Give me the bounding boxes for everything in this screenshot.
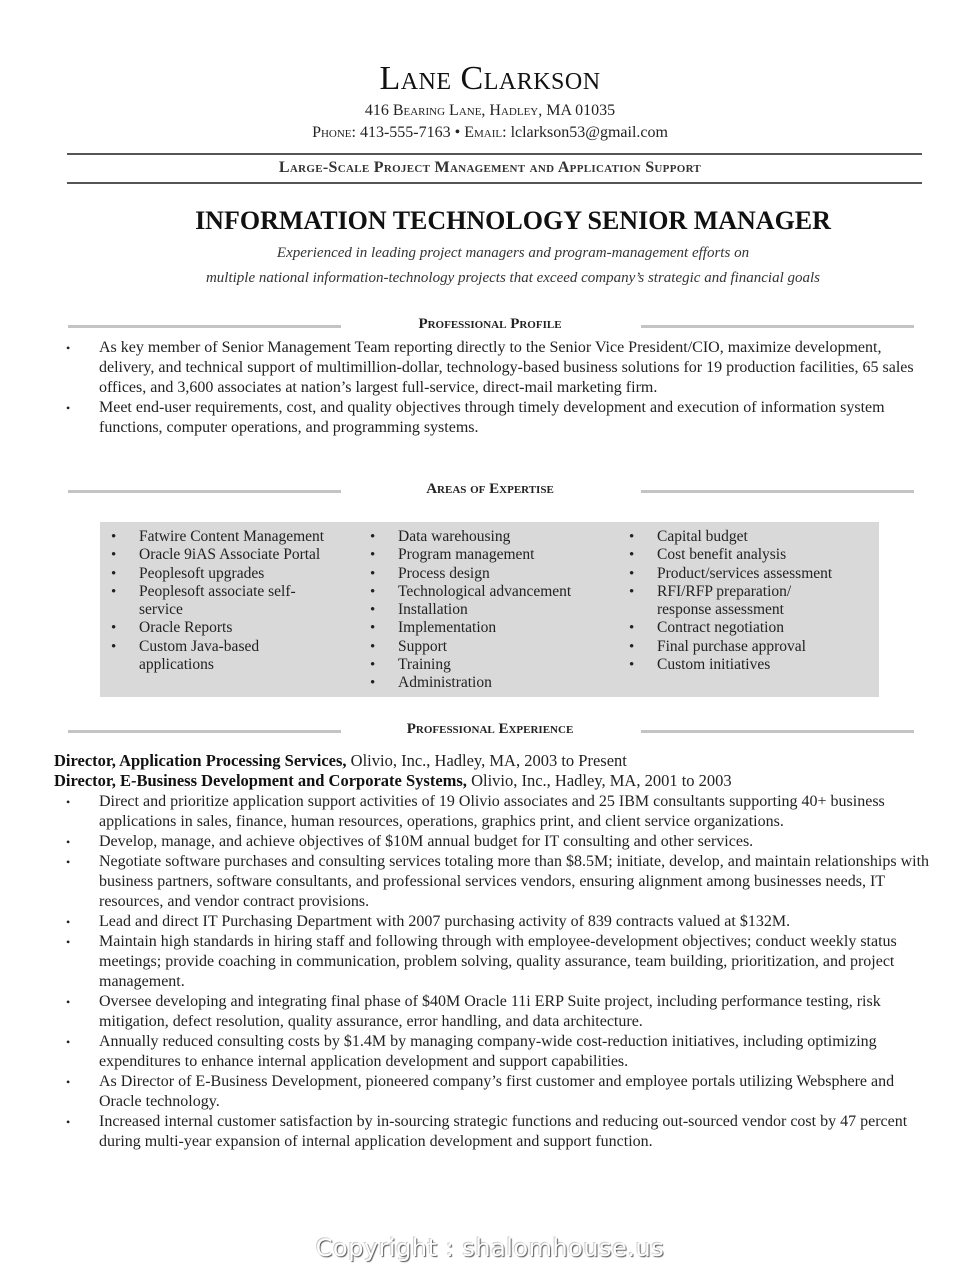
section-header-profile bbox=[0, 316, 980, 336]
job-title-heading: INFORMATION TECHNOLOGY SENIOR MANAGER bbox=[195, 206, 831, 235]
summary-line-2: multiple national information-technology projects that exceed company’s strategic and financial goals bbox=[205, 270, 821, 286]
list-item: • Data warehousing bbox=[370, 528, 615, 546]
list-item: • Technological advancement bbox=[370, 583, 615, 601]
list-item: • Peoplesoft upgrades bbox=[111, 565, 351, 583]
list-item: • As Director of E-Business Development, pioneered company’s first customer and employee portals utilizing Websphere and Oracle technology. bbox=[66, 1072, 936, 1112]
list-item: • Oversee developing and integrating final phase of $40M Oracle 11i ERP Suite project, including performance testing, risk mitigation, defect resolution, quality assurance, error handling, and data architecture. bbox=[66, 992, 936, 1032]
contact-separator: • bbox=[454, 124, 461, 141]
section-header-experience bbox=[0, 721, 980, 741]
list-item: • Process design bbox=[370, 565, 615, 583]
header-rule-top bbox=[67, 153, 922, 155]
list-item: • Oracle 9iAS Associate Portal bbox=[111, 546, 351, 564]
list-item: • Custom initiatives bbox=[629, 656, 874, 674]
email-address: lclarkson53@gmail.com bbox=[510, 124, 668, 141]
list-item: • Increased internal customer satisfaction by in-sourcing strategic functions and reducing out-sourced vendor cost by 47 percent during multi-year expansion of internal application development and support function. bbox=[66, 1112, 936, 1152]
list-item: • Negotiate software purchases and consulting services totaling more than $8.5M; initiate, develop, and maintain relationships with business partners, software consultants, and professional services vendors, ensuring alignment among businesses needs, IT resources, and vendor contract provisions. bbox=[66, 852, 936, 912]
job-title: Director, E-Business Development and Corporate Systems, bbox=[54, 771, 467, 790]
section-title: Areas of Expertise bbox=[426, 481, 554, 497]
list-item: • Support bbox=[370, 638, 615, 656]
expertise-column-2 bbox=[370, 528, 615, 693]
header-rule-bottom bbox=[67, 182, 922, 184]
section-header-expertise bbox=[0, 481, 980, 501]
address: 416 Bearing Lane, Hadley, MA 01035 bbox=[364, 102, 616, 119]
list-item: • Meet end-user requirements, cost, and quality objectives through timely development and execution of information system functions, computer operations, and programming systems. bbox=[66, 398, 916, 438]
job-entry-2 bbox=[54, 771, 732, 791]
list-item: • Product/services assessment bbox=[629, 565, 874, 583]
list-item: • Develop, manage, and achieve objectives of $10M annual budget for IT consulting and other services. bbox=[66, 832, 936, 852]
contact-line bbox=[0, 124, 980, 142]
expertise-column-1 bbox=[111, 528, 351, 674]
job-title: Director, Application Processing Services, bbox=[54, 751, 347, 770]
list-item: • Installation bbox=[370, 601, 615, 619]
job-details: Olivio, Inc., Hadley, MA, 2003 to Present bbox=[346, 751, 627, 770]
job-entry-1 bbox=[54, 751, 627, 771]
list-item: • As key member of Senior Management Team reporting directly to the Senior Vice President/CIO, maximize development, delivery, and technical support of multimillion-dollar, technology-based business solutions for 19 production facilities, 65 sales offices, and 3,600 associates at nation’s largest full-service, direct-mail marketing firm. bbox=[66, 338, 916, 398]
summary-line-1: Experienced in leading project managers and program-management efforts on bbox=[276, 245, 750, 261]
section-title: Professional Experience bbox=[406, 721, 574, 737]
list-item: • Maintain high standards in hiring staff and following through with employee-development objectives; conduct weekly status meetings; provide coaching in communication, problem solving, quality assurance, team building, prioritization, and project management. bbox=[66, 932, 936, 992]
list-item: • Program management bbox=[370, 546, 615, 564]
list-item: • Oracle Reports bbox=[111, 619, 351, 637]
copyright-watermark: Copyright : shalomhouse.us bbox=[315, 1234, 665, 1262]
section-title: Professional Profile bbox=[418, 316, 562, 332]
list-item: • Peoplesoft associate self-service bbox=[111, 583, 316, 620]
list-item: • Lead and direct IT Purchasing Department with 2007 purchasing activity of 839 contracts valued at $132M. bbox=[66, 912, 936, 932]
phone-label: Phone: bbox=[312, 124, 356, 141]
list-item: • Final purchase approval bbox=[629, 638, 874, 656]
list-item: • Fatwire Content Management bbox=[111, 528, 351, 546]
tagline: Large-Scale Project Management and Application Support bbox=[278, 159, 702, 176]
list-item: • Cost benefit analysis bbox=[629, 546, 874, 564]
list-item: • Training bbox=[370, 656, 615, 674]
list-item: • Administration bbox=[370, 674, 615, 692]
list-item: • Annually reduced consulting costs by $1.4M by managing company-wide cost-reduction initiatives, including optimizing expenditures to enhance internal application development and support capabilities. bbox=[66, 1032, 936, 1072]
phone-number: 413-555-7163 bbox=[359, 124, 451, 141]
list-item: • Contract negotiation bbox=[629, 619, 874, 637]
experience-list bbox=[66, 792, 936, 1152]
list-item: • Implementation bbox=[370, 619, 615, 637]
profile-list bbox=[66, 338, 916, 438]
candidate-name: Lane Clarkson bbox=[379, 60, 601, 97]
expertise-column-3 bbox=[629, 528, 874, 674]
list-item: • RFI/RFP preparation/ response assessment bbox=[629, 583, 829, 620]
job-details: Olivio, Inc., Hadley, MA, 2001 to 2003 bbox=[466, 771, 732, 790]
list-item: • Direct and prioritize application support activities of 19 Olivio associates and 25 IBM consultants supporting 40+ business applications in sales, finance, human resources, operations, graphics print, and client service organizations. bbox=[66, 792, 936, 832]
email-label: Email: bbox=[464, 124, 507, 141]
list-item: • Capital budget bbox=[629, 528, 874, 546]
list-item: • Custom Java-based applications bbox=[111, 638, 286, 675]
